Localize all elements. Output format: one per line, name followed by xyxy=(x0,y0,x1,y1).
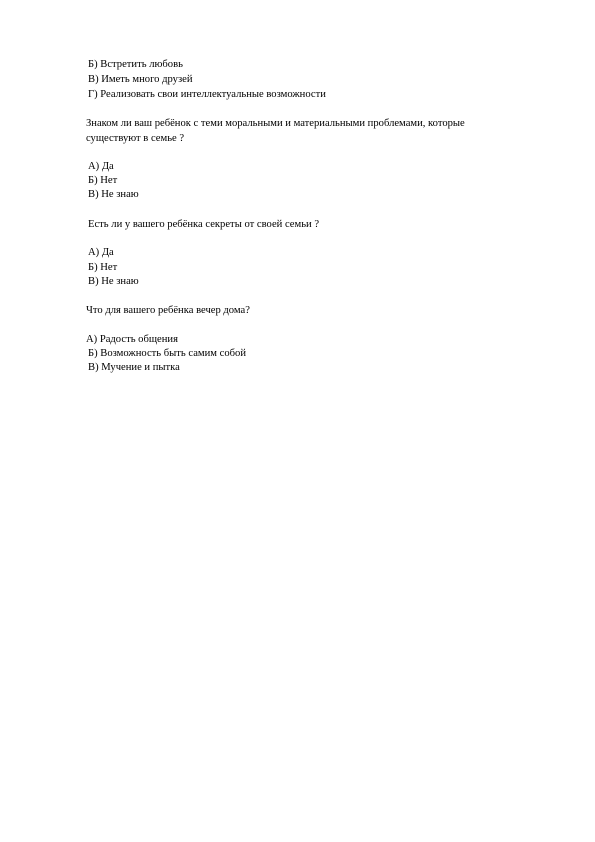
answer-option: А) Радость общения xyxy=(86,334,178,345)
answer-option: В) Не знаю xyxy=(88,276,139,287)
answer-option: В) Не знаю xyxy=(88,189,139,200)
answer-option: Б) Нет xyxy=(88,262,118,273)
answer-option: Б) Возможность быть самим собой xyxy=(88,348,246,359)
question-text: Что для вашего ребёнка вечер дома? xyxy=(86,305,250,316)
question-text: Знаком ли ваш ребёнок с теми моральными и материальными проблемами, которые xyxy=(86,118,465,129)
answer-option: А) Да xyxy=(88,161,114,172)
answer-option: В) Иметь много друзей xyxy=(88,74,193,85)
question-text: существуют в семье ? xyxy=(86,133,185,144)
answer-option: Б) Встретить любовь xyxy=(88,59,183,70)
answer-option: Г) Реализовать свои интеллектуальные возможности xyxy=(88,89,326,100)
answer-option: В) Мучение и пытка xyxy=(88,362,180,373)
answer-option: А) Да xyxy=(88,247,114,258)
question-text: Есть ли у вашего ребёнка секреты от своей семьи ? xyxy=(88,219,320,230)
answer-option: Б) Нет xyxy=(88,175,118,186)
